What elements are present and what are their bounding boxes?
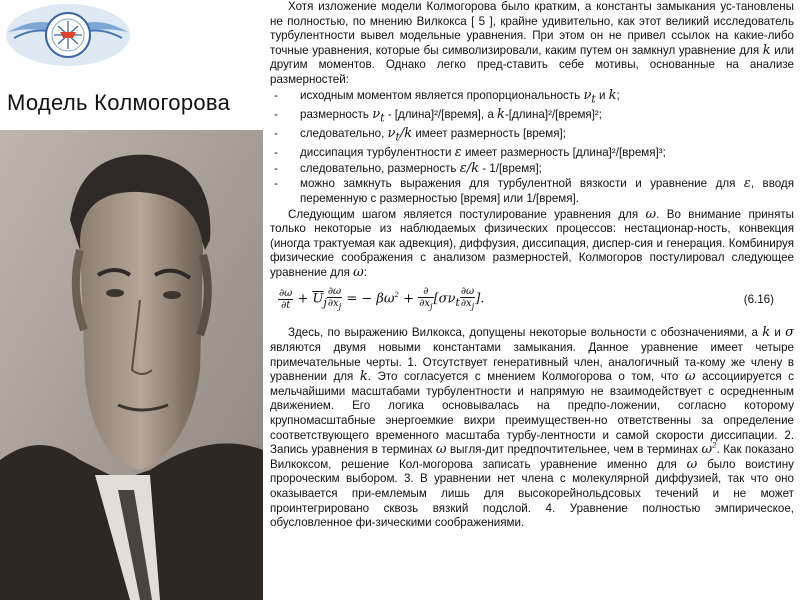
university-logo xyxy=(4,2,132,68)
slide-title: Модель Колмогорова xyxy=(7,90,231,115)
paragraph-intro xyxy=(270,0,794,88)
left-panel xyxy=(0,0,263,600)
list-item: - размерность $\nu_t$ - [длина]²/[время], а k-[длина]²/[время]²; xyxy=(274,106,602,125)
bullet-list xyxy=(270,89,794,207)
list-item: - следовательно, размерность ε/k - 1/[время]; xyxy=(274,160,542,176)
paragraph-discussion: Здесь, по выражению Вилкокса, допущены некоторые вольности с обозначениями, а k и σ являются двумя новыми константами замыкания. Данное уравнение имеет четыре примечательные черты. 1. Отсутствует генеративный член, аналогичный та-кому же члену в уравнении для k. Это согласуется с мнением Колмогорова о том, что ω ассоциируется с мельчайшими масштабами турбулентности и напрямую не взаимодействует с осредненным движением. Его логика основывалась на предпо-ложении, согласно которому крупномасштабные энергоемкие вихри преимуществен-но ответственны за определение соответствующего временного масштаба турбу-лентности и самой скорости диссипации. 2. Запись уравнения в терминах ω выгля-дит предпочтительнее, чем в терминах $\omega^2$. Как показано Вилкоксом, решение Кол-могорова записать уравнение именно для ω было воистину пророческим выбором. 3. В уравнении нет члена с молекулярной диффузией, так что оно оказывается при-емлемым лишь для высокорейнольдсовых течений и не может проинтегрировано сквозь вязкий подслой. 4. Уравнение полностью эмпирическое, обусловленное фи-зическими соображениями. xyxy=(270,325,794,530)
intro-text: Хотя изложение модели Колмогорова было кратким, а константы замыкания ус-тановлены не полностью, по мнению Вилкокса [ 5 ], крайне удивительно, как этот великий исследователь турбулентности вывел модельные уравнения. При этом он не привел ссылок на какие-либо точные уравнения, которые бы символизировали, каким путем он замкнул уравнение для xyxy=(270,0,794,57)
list-item: - исходным моментом является пропорциональность $\nu_t$ и k; xyxy=(274,87,620,106)
list-item: - диссипация турбулентности ε имеет размерность [длина]²/[время]³; xyxy=(274,145,666,161)
paragraph-postulate: Следующим шагом является постулирование уравнения для ω. Во внимание приняты только некоторые из наблюдаемых физических процессов: нестационар-ность, конвекция (иногда трактуемая как адвекция), диффузия, диссипация, диспер-сия и генерация. Комбинируя физические соображения с анализом размерностей, Колмогоров постулировал следующее уравнение для ω: xyxy=(270,206,794,280)
equation-formula: $\frac{\partial\omega}{\partial t}$ + $\overline{U}_j$ $\frac{\partial\omega}{\partial x_j}$ = − $\beta\omega^2$ + $\frac{\partial}{\partial x_j}$ [$\sigma\nu_t$ $\frac{\partial\omega}{\partial x_j}$ ]. xyxy=(279,286,485,312)
list-item: - можно замкнуть выражения для турбулентной вязкости и уравнение для ε, вводя переменную с размерностью [время] или 1/[время]. xyxy=(274,176,794,205)
symbol-k: k xyxy=(762,42,771,58)
article-text xyxy=(270,0,794,531)
equation-6-16 xyxy=(270,282,794,324)
list-item: - следовательно, $\nu_t/k$ имеет размерность [время]; xyxy=(274,125,566,144)
equation-number: (6.16) xyxy=(743,293,774,307)
portrait-photo xyxy=(0,130,263,600)
intro-tail: или другим моментов. Однако легко пред-ставить себе мотивы, основанные на анализе размерностей: xyxy=(270,43,794,86)
